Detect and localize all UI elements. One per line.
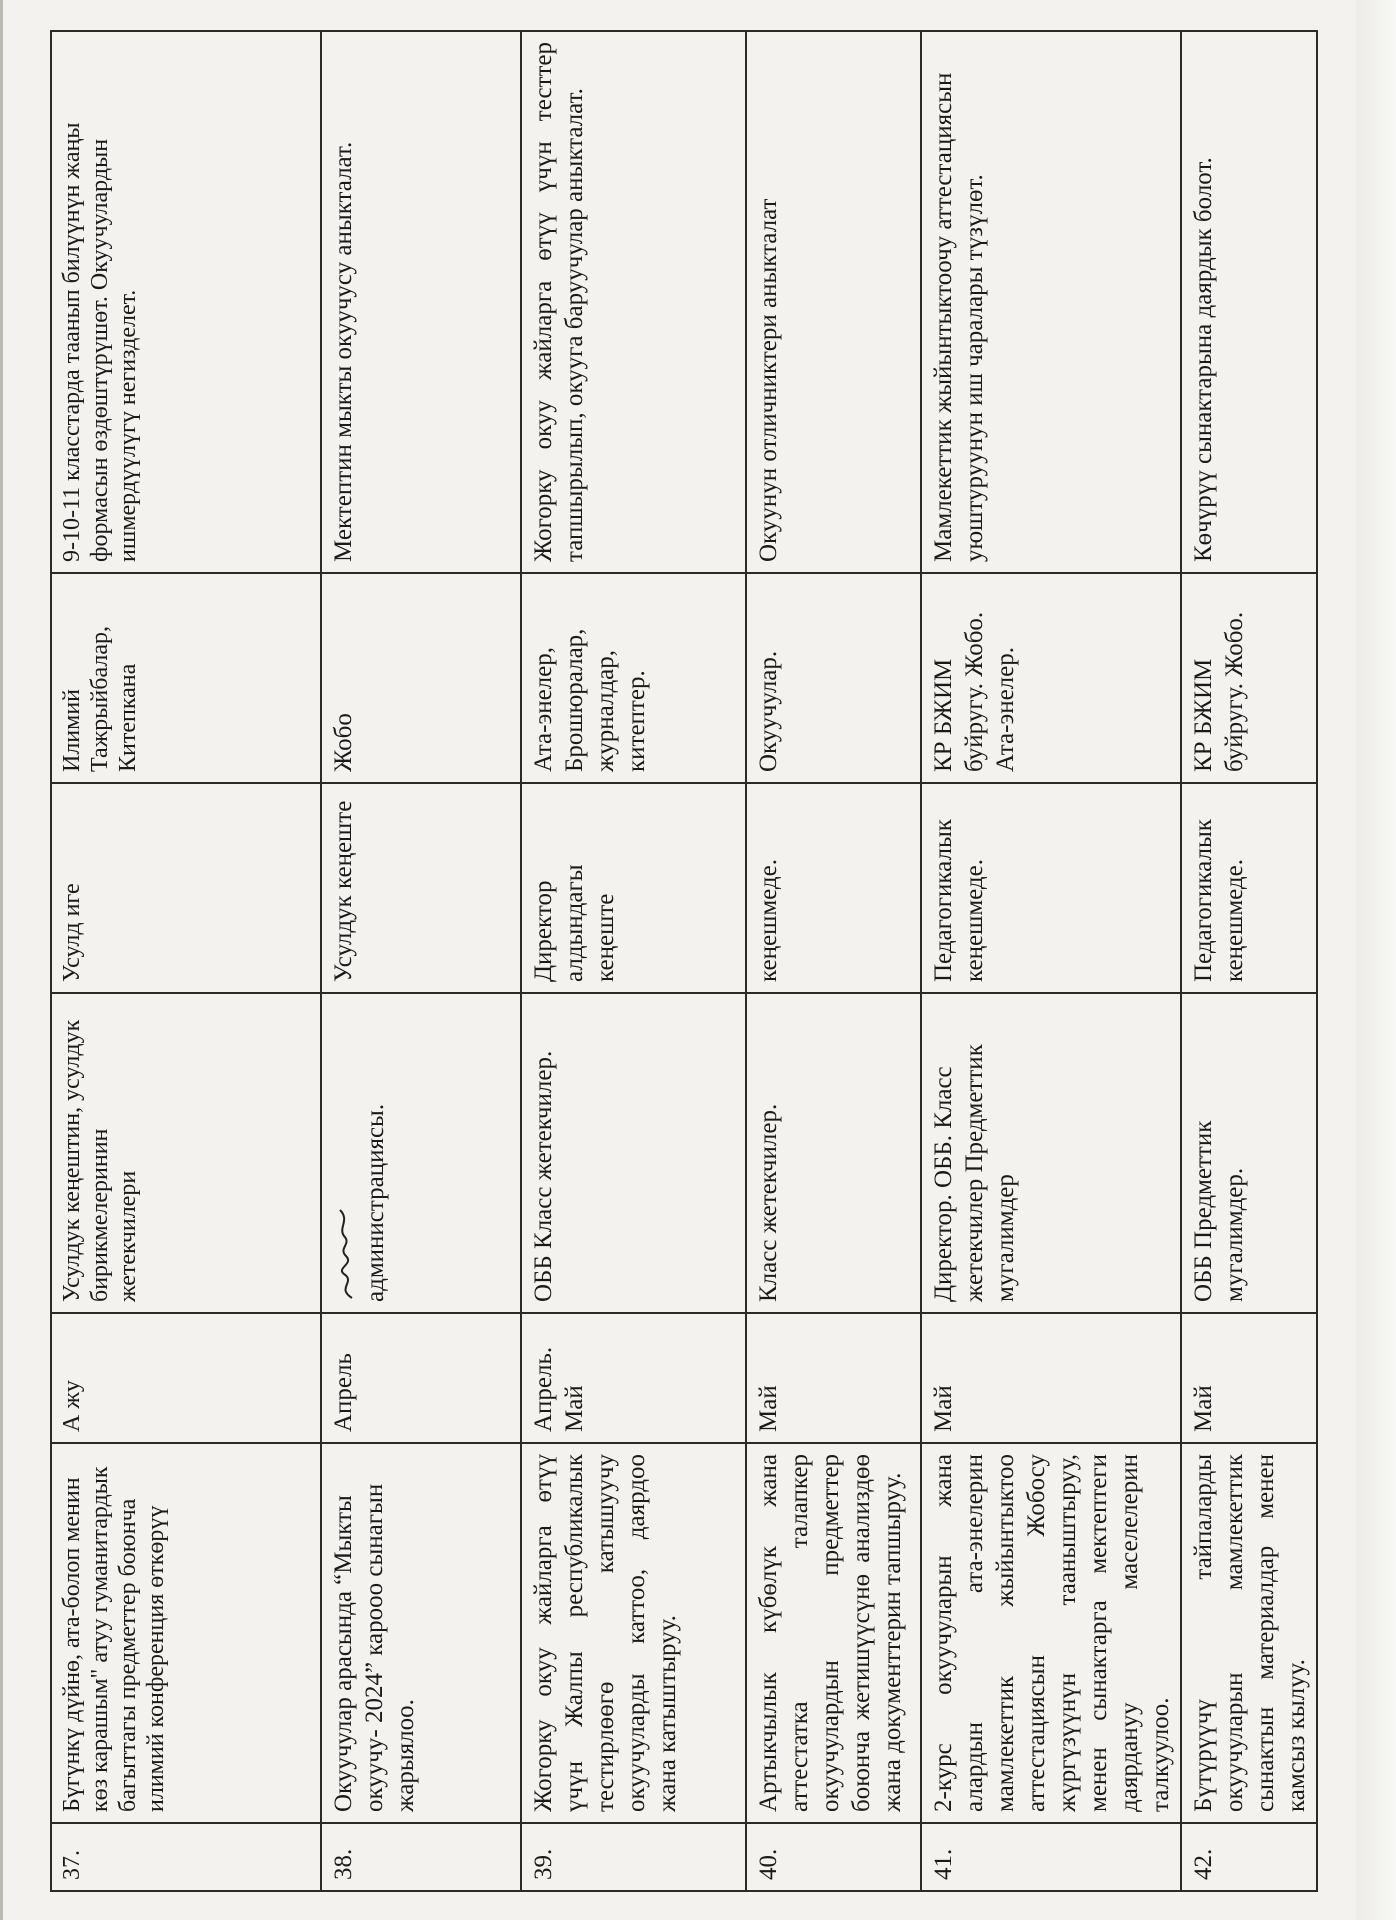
responsible-cell: ОББ Класс жетекчилер.: [521, 993, 746, 1313]
event-cell: Бүгүнкү дүйнө, ата-болоп менин көз карашым" атуу гуманитардык багыттагы предметтер боюнча илимий конференция өткөрүү: [51, 1443, 321, 1823]
result-cell: 9-10-11 класстарда таанып билүүнүн жаңы формасын өздөштүрүшөт. Окуучулардын ишмердүүлүгү негизделет.: [51, 31, 321, 573]
responsible-cell: ОББ Предметтик мугалимдер.: [1181, 993, 1317, 1313]
row-number: 42.: [1181, 1823, 1317, 1891]
term-cell: Апрель. Май: [521, 1313, 746, 1443]
council-cell: кеңешмеде.: [746, 783, 921, 993]
responsible-cell: Директор. ОББ. Класс жетекчилер Предметтик мугалимдер: [921, 993, 1181, 1313]
scan-page-margin: [1356, 0, 1396, 1920]
table-row: [746, 31, 921, 1891]
table-row: [521, 31, 746, 1891]
result-cell: Мамлекеттик жыйынтыктоочу аттестациясын уюштуруунун иш чаралары түзүлөт.: [921, 31, 1181, 573]
responsible-cell: Усулдук кеңештин, усулдук бирикмелеринин жетекчилери: [51, 993, 321, 1313]
signature-mark: [330, 1207, 360, 1302]
result-cell: Мектептин мыкты окуучусу аныкталат.: [321, 31, 521, 573]
table-row: [51, 31, 321, 1891]
term-cell: А жу: [51, 1313, 321, 1443]
term-cell: Апрель: [321, 1313, 521, 1443]
table-row: [321, 31, 521, 1891]
materials-cell: Окуучулар.: [746, 573, 921, 783]
responsible-cell: Класс жетекчилер.: [746, 993, 921, 1313]
row-number: 40.: [746, 1823, 921, 1891]
table-row: [921, 31, 1181, 1891]
term-cell: Май: [921, 1313, 1181, 1443]
row-number: 38.: [321, 1823, 521, 1891]
council-cell: Педагогикалык кеңешмеде.: [921, 783, 1181, 993]
event-cell: Жогорку окуу жайларга өтүү үчүн Жалпы республикалык тестирлөөгө катышуучу окуучуларды каттоо, даярдоо жана катыштыруу.: [521, 1443, 746, 1823]
council-cell: Педагогикалык кеңешмеде.: [1181, 783, 1317, 993]
scan-shadow-edge: [0, 0, 3, 1920]
term-cell: Май: [1181, 1313, 1317, 1443]
event-cell: Окуучулар арасында “Мыкты окуучу- 2024” карооо сынагын жарыялоо.: [321, 1443, 521, 1823]
materials-cell: Ата-энелер, Брошюралар, журналдар, китептер.: [521, 573, 746, 783]
rotated-document-page: [50, 32, 1310, 1892]
result-cell: Окуунун отличниктери аныкталат: [746, 31, 921, 573]
row-number: 37.: [51, 1823, 321, 1891]
materials-cell: Илимий Тажрыйбалар, Китепкана: [51, 573, 321, 783]
council-cell: Директор алдындагы кеңеште: [521, 783, 746, 993]
materials-cell: КР БЖИМ буйругу. Жобо.: [1181, 573, 1317, 783]
event-cell: Бүтүрүүчү тайпаларды окуучуларын мамлекеттик сынактын материалдар менен камсыз кылуу.: [1181, 1443, 1317, 1823]
council-cell: Усулдук кеңеште: [321, 783, 521, 993]
materials-cell: КР БЖИМ буйругу. Жобо. Ата-энелер.: [921, 573, 1181, 783]
table-row: [1181, 31, 1317, 1891]
row-number: 39.: [521, 1823, 746, 1891]
result-cell: Жогорку окуу жайларга өтүү үчүн тесттер тапшырылып, окууга баруучулар аныкталат.: [521, 31, 746, 573]
materials-cell: Жобо: [321, 573, 521, 783]
row-number: 41.: [921, 1823, 1181, 1891]
plan-table: [50, 30, 1318, 1892]
responsible-cell: [321, 993, 521, 1313]
council-cell: Усулд иге: [51, 783, 321, 993]
event-cell: Артыкчылык күбөлүк жана аттестатка талапкер окуучулардын предметтер боюнча жетишүүсүнө анализдөө жана документтерин тапшыруу.: [746, 1443, 921, 1823]
term-cell: Май: [746, 1313, 921, 1443]
event-cell: 2-курс окуучуларын жана алардын ата-энелерин мамлекеттик жыйынтыктоо аттестациясын Жобосу жүргүзүүнүн тааныштыруу, менен сынактарга мектептеги даярдануу маселелерин талкуулоо.: [921, 1443, 1181, 1823]
responsible-text: администрациясы.: [362, 1103, 390, 1302]
result-cell: Көчүрүү сынактарына даярдык болот.: [1181, 31, 1317, 573]
